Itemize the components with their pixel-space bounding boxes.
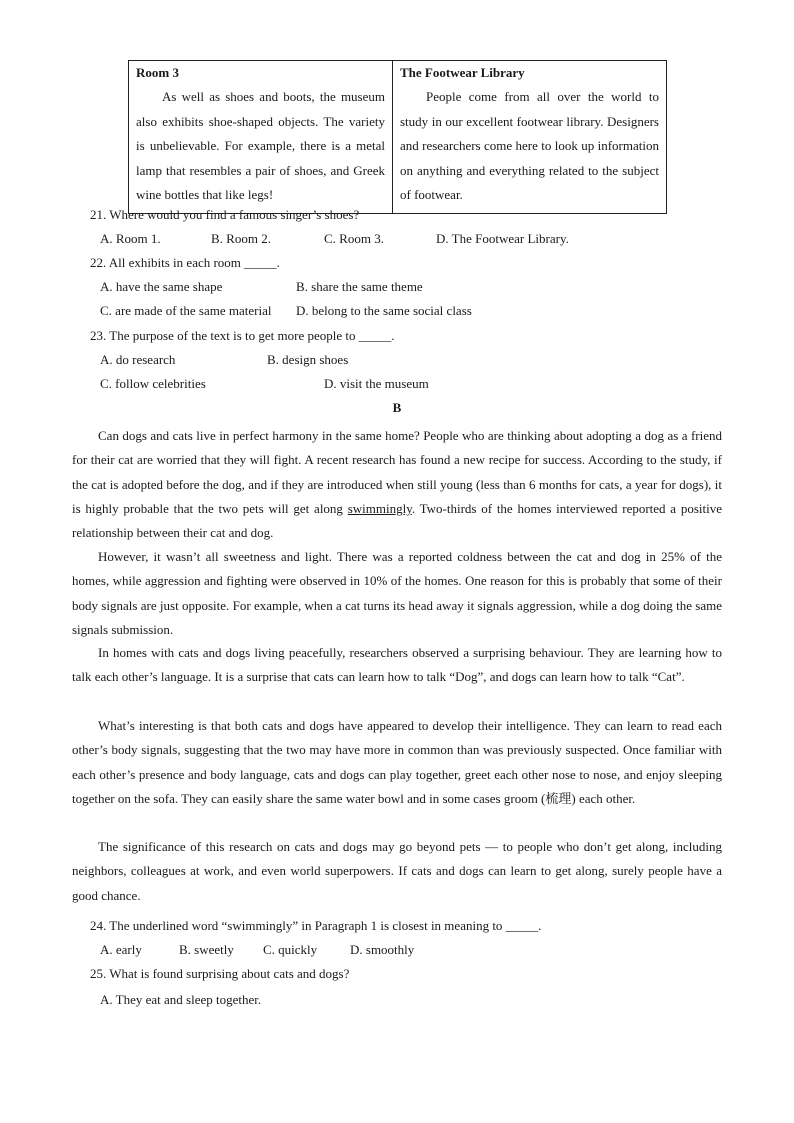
q23-option-a: A. do research [100, 352, 176, 367]
q25-stem: 25. What is found surprising about cats and dogs? [90, 966, 350, 981]
passage-paragraph-1 [72, 424, 722, 545]
p1-text-before: Can dogs and cats live in perfect harmony in the same home? People who are thinking about adopting a dog as a friend for their cat are worried that they will fight. A recent research has found a new recipe for success. According to the study, if the cat is adopted before the dog, and if they are introduced when still young (less than 6 months for cats, a year for dogs), it is highly probable that the two pets will get along [72, 428, 722, 516]
q24-option-b: B. sweetly [179, 942, 234, 957]
library-title: The Footwear Library [400, 65, 525, 80]
q23-option-c: C. follow celebrities [100, 376, 206, 391]
q24-option-d: D. smoothly [350, 942, 415, 957]
q24-option-a: A. early [100, 942, 142, 957]
q21-option-a: A. Room 1. [100, 231, 161, 246]
q23-option-d: D. visit the museum [324, 376, 429, 391]
exhibit-table [128, 60, 667, 214]
q21-option-b: B. Room 2. [211, 231, 271, 246]
q22-option-c: C. are made of the same material [100, 303, 272, 318]
q21-stem: 21. Where would you find a famous singer’s shoes? [90, 207, 360, 222]
section-heading: B [392, 400, 402, 415]
room3-title: Room 3 [136, 65, 179, 80]
q24-option-c: C. quickly [263, 942, 318, 957]
q22-option-d: D. belong to the same social class [296, 303, 472, 318]
library-text: People come from all over the world to study in our excellent footwear library. Designers and researchers come here to look up information on anything and everything related to the subject of footwear. [400, 89, 659, 203]
q22-option-a: A. have the same shape [100, 279, 223, 294]
q21-option-d: D. The Footwear Library. [436, 231, 569, 246]
q24-stem: 24. The underlined word “swimmingly” in Paragraph 1 is closest in meaning to _____. [90, 918, 542, 933]
q23-option-b: B. design shoes [267, 352, 349, 367]
room3-cell [129, 61, 393, 214]
q21-option-c: C. Room 3. [324, 231, 384, 246]
library-cell [393, 61, 667, 214]
underlined-word: swimmingly [347, 500, 412, 516]
q22-stem: 22. All exhibits in each room _____. [90, 255, 280, 270]
passage-paragraph-4: What’s interesting is that both cats and dogs have appeared to develop their intelligence. They can learn to read each other’s body signals, suggesting that the two may have more in common than was previously suspected. Once familiar with each other’s presence and body language, cats and dogs can play together, greet each other nose to nose, and enjoy sleeping together on the sofa. They can easily share the same water bowl and in some cases groom (梳理) each other. [72, 718, 722, 806]
p1-text-after: . Two-thirds of the homes interviewed reported a positive relationship between their cat and dog. [72, 500, 722, 541]
passage-paragraph-3: In homes with cats and dogs living peacefully, researchers observed a surprising behaviour. They are learning how to talk each other’s language. It is a surprise that cats can learn how to talk “Dog”, and dogs can learn how to talk “Cat”. [72, 645, 722, 685]
room3-text: As well as shoes and boots, the museum also exhibits shoe-shaped objects. The variety is unbelievable. For example, there is a metal lamp that resembles a pair of shoes, and Greek wine bottles that like legs! [136, 89, 385, 203]
q23-stem: 23. The purpose of the text is to get more people to _____. [90, 328, 395, 343]
q25-option-a: A. They eat and sleep together. [100, 992, 262, 1007]
passage-paragraph-2: However, it wasn’t all sweetness and light. There was a reported coldness between the cat and dog in 25% of the homes, while aggression and fighting were observed in 10% of the homes. One reason for this is probably that some of their body signals are just opposite. For example, when a cat turns its head away it signals aggression, while a dog doing the same signals submission. [72, 549, 722, 637]
passage-paragraph-5: The significance of this research on cats and dogs may go beyond pets — to people who don’t get along, including neighbors, colleagues at work, and even world superpowers. If cats and dogs can learn to get along, surely people have a good chance. [72, 839, 722, 903]
q22-option-b: B. share the same theme [296, 279, 423, 294]
